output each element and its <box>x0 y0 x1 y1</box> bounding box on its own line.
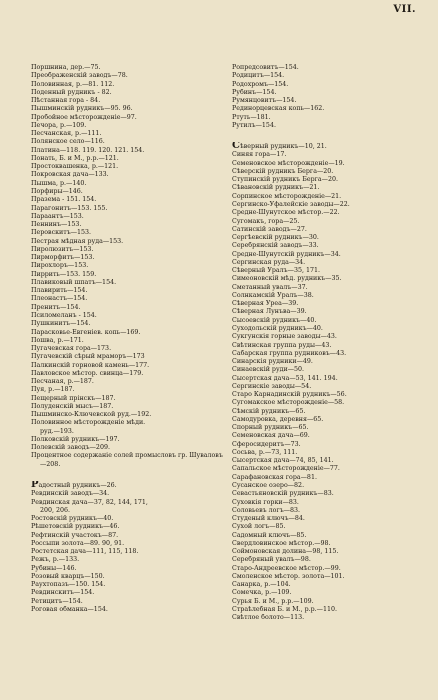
index-entry: Свѣтинская группа руды—43. <box>232 341 332 349</box>
drop-cap-letter: С <box>232 142 240 152</box>
index-entry: Семеновская дача—69. <box>232 432 310 440</box>
index-entry: Поденный рудникъ - 82. <box>31 88 112 96</box>
index-entry: Симеоновскій мѣд. рудникъ—35. <box>232 275 342 283</box>
index-entry: Серебрянскій заводъ—33. <box>232 242 319 250</box>
index-entry: Пышминскій рудникъ—95. 96. <box>31 105 133 113</box>
index-entry: Сѣверная Лунъва—39. <box>232 308 307 316</box>
index-entry: Солнкамскій Уралъ—38. <box>232 291 314 299</box>
index-entry: Пеннинъ—153. <box>31 221 82 229</box>
index-entry: Рѣшетовскій рудникъ—46. <box>31 523 120 531</box>
index-entry: Покровская дача—133. <box>31 171 109 179</box>
index-entry: Родицитъ—154. <box>232 72 285 80</box>
index-entry: Пуя, р.—187. <box>31 386 75 394</box>
index-entry: 200, 206. <box>40 506 71 514</box>
index-entry: Полевскій заводъ—209. <box>31 444 110 452</box>
index-entry: Ступинскій рудникъ Берга—20. <box>232 176 338 184</box>
index-entry: Режъ, р.—133. <box>31 556 80 564</box>
index-entry: Сурья Б. и М., р.р.—109. <box>232 597 314 605</box>
index-entry: Ростетская дача—111, 115, 118. <box>31 548 139 556</box>
index-entry: Сусанское озеро—82. <box>232 482 305 490</box>
index-entry: Сукгунскія горные заводы—43. <box>232 333 337 341</box>
index-entry: Полуденскій мысъ—187. <box>31 402 114 410</box>
index-entry: Пробойное мѣсторожденіе—97. <box>31 113 137 121</box>
index-entry: Сферосидеритъ—73. <box>232 440 301 448</box>
index-entry: Сарафановская гора—81. <box>232 473 317 481</box>
index-entry: Старо Карнадинскій рудникъ—56. <box>232 391 347 399</box>
index-entry: Роговая обманка—154. <box>31 606 108 613</box>
index-entry: Сосьва, р.—73, 111. <box>232 448 298 456</box>
index-entry: Румянцовитъ—154. <box>232 97 297 105</box>
index-entry: Сергѣевскій рудникъ—30. <box>232 234 319 242</box>
index-entry: Студеный ключъ—84. <box>232 515 305 523</box>
index-entry: Ропредсовитъ—154. <box>232 64 299 71</box>
index-entry: Печора, р.—109. <box>31 121 87 129</box>
index-entry: Сысертская дача—74, 85, 141. <box>232 457 334 465</box>
index-entry: Песчаная, р.—187. <box>31 378 94 386</box>
index-entry: Ртуть—181. <box>232 113 271 121</box>
index-entry: Сугомакъ, гора—25. <box>232 217 300 225</box>
index-entry: Простоквашенка, р.—121. <box>31 163 119 171</box>
index-entry: Плеонастъ—154. <box>31 295 88 303</box>
index-entry: Пещерный прінскъ—187. <box>31 394 116 402</box>
section-gap <box>31 469 226 481</box>
index-entry: Пошва, р.—171. <box>31 336 84 344</box>
index-entry: Родохромъ—154. <box>232 80 289 88</box>
index-entry: Розовый кварцъ—150. <box>31 572 105 580</box>
index-entry: Пренитъ—154. <box>31 303 81 311</box>
index-entry: Рединорцевская копь—162. <box>232 105 325 113</box>
index-entry: Суходольскій рудникъ—40. <box>232 324 323 332</box>
drop-cap-rest: адостный рудникъ—26. <box>38 482 117 490</box>
index-entry: Страѣлебная Б. и М., р.р.—110. <box>232 606 337 613</box>
section-start-entry <box>232 142 422 151</box>
index-entry: Половинная, р.—81. 112. <box>31 80 115 88</box>
index-entry: Порфиры—146. <box>31 187 83 195</box>
index-entry: Сергинско-Уфалейскіе заводы—22. <box>232 200 350 208</box>
index-entry: Пирохлоръ—153. <box>31 262 89 270</box>
index-entry: Пиррить—153. 159. <box>31 270 97 278</box>
index-entry: Плавирить—154. <box>31 287 88 295</box>
index-entry: Ростовскій рудникъ—40. <box>31 515 114 523</box>
right-column <box>232 64 422 623</box>
index-entry: Полковскій рудникъ—197. <box>31 435 120 443</box>
index-entry: Ревдинская дача—37, 82, 144, 171, <box>31 498 148 506</box>
index-entry: Сысоевскій рудникъ—40. <box>232 316 317 324</box>
index-entry: Сорпинское мѣсторожденіе—21. <box>232 192 342 200</box>
index-entry: Севастьяновскій рудникъ—83. <box>232 490 334 498</box>
index-entry: Рефтинскій участокъ—87. <box>31 531 119 539</box>
index-entry: Синарскія рудники—49. <box>232 358 313 366</box>
section-gap <box>232 130 422 142</box>
index-entry: Санарка, р.—104. <box>232 581 291 589</box>
index-entry: Пиролюзитъ—153. <box>31 245 94 253</box>
index-entry: Средне-Шунутскій рудникъ—34. <box>232 250 341 258</box>
index-entry: Рутилъ—154. <box>232 121 276 129</box>
index-entry: Поршнина, дер.—75. <box>31 64 101 71</box>
drop-cap-rest: ѣверный рудникъ—10, 21. <box>239 143 327 151</box>
index-entry: Серебряный увалъ—98. <box>232 556 311 564</box>
index-entry: Процентное содержаніе солей промысловъ гр. Шуваловъ—208. <box>31 452 223 468</box>
index-entry: Перовскитъ—153. <box>31 229 92 237</box>
index-entry: Празема - 151. 154. <box>31 196 97 204</box>
drop-cap-letter: Р <box>31 481 39 491</box>
index-entry: Палкинскій горновой камень—177. <box>31 361 150 369</box>
index-entry: Сергинская руда—34. <box>232 258 306 266</box>
index-entry: Россыпи золота—89. 90, 91. <box>31 539 125 547</box>
index-entry: Сѣвановскій рудникъ—21. <box>232 184 320 192</box>
index-entry: Пушкинитъ—154. <box>31 320 91 328</box>
index-entry: Свердловинское мѣстор.—98. <box>232 539 331 547</box>
index-entry: Средне-Шунутское мѣстор.—22. <box>232 209 340 217</box>
index-entry: Псиломеланъ - 154. <box>31 311 97 319</box>
section-start-entry <box>31 481 226 490</box>
index-entry: Пугачевская гора—173. <box>31 345 112 353</box>
index-entry: Пирморфитъ—153. <box>31 254 95 262</box>
index-entry: Сысертская дача—53, 141. 194. <box>232 374 338 382</box>
index-entry: Преображенскій заводъ—78. <box>31 72 128 80</box>
index-entry: Плавиковый шпатъ—154. <box>31 278 117 286</box>
index-entry: Старо-Андреевское мѣстор.—99. <box>232 564 341 572</box>
index-entry: Пестрая мѣдная руда—153. <box>31 237 124 245</box>
index-entry: Соймоновская долина—98, 115. <box>232 548 339 556</box>
index-entry: Рубинъ—154. <box>232 88 277 96</box>
index-entry: Сѣверный Уралъ—35, 171. <box>232 267 320 275</box>
index-entry: Сухой логъ—85. <box>232 523 286 531</box>
index-entry: Ретицитъ—154. <box>31 597 83 605</box>
index-entry: Полянское село—116. <box>31 138 105 146</box>
index-entry: Пышма, р.—140. <box>31 179 87 187</box>
index-entry: Раухтопазъ—150. 154. <box>31 581 106 589</box>
index-entry: Смоленское мѣстор. золота—101. <box>232 572 345 580</box>
index-entry: Сапальское мѣсторожденіе—77. <box>232 465 340 473</box>
index-entry: Самодуровка, деревня—65. <box>232 415 324 423</box>
index-entry: Парасковье-Евгеніев. копь—169. <box>31 328 141 336</box>
index-entry: Синаевскій руди—50. <box>232 366 305 374</box>
index-entry: Параантъ—153. <box>31 212 84 220</box>
index-entry: Спорный рудникъ—65. <box>232 424 309 432</box>
index-entry: Пышминско-Ключевской руд.—192. <box>31 411 152 419</box>
left-column <box>31 64 226 614</box>
index-entry: Сергинскіе заводы—54. <box>232 382 312 390</box>
index-entry: Садомный ключъ—85. <box>232 531 307 539</box>
index-entry: Павловское мѣстор. свинца—179. <box>31 369 144 377</box>
index-entry: руд.—193. <box>40 427 74 435</box>
index-entry: Сѣверскій рудникъ Берга—20. <box>232 167 334 175</box>
index-entry: Соловьевъ логъ—83. <box>232 506 301 514</box>
index-entry: Пугачевскій сѣрый мраморъ—173 <box>31 353 145 361</box>
index-entry: Ревдинскій заводъ—34. <box>31 490 110 498</box>
index-entry: Сѣверная Уреа—39. <box>232 300 299 308</box>
index-entry: Пѣстанная гора - 84. <box>31 97 101 105</box>
index-entry: Песчанская, р.—111. <box>31 130 102 138</box>
index-entry: Свѣтлое болото—113. <box>232 614 305 622</box>
index-entry: Сатинскій заводъ—27. <box>232 225 307 233</box>
index-entry: Синяя гора—17. <box>232 151 287 159</box>
index-entry: Сугомакское мѣсторожденіе—58. <box>232 399 345 407</box>
index-entry: Ревдинскитъ—154. <box>31 589 95 597</box>
index-entry: Рубины—146. <box>31 564 77 572</box>
index-entry: Сѣмскій рудникъ—65. <box>232 407 306 415</box>
index-entry: Половинное мѣсторожденіе мѣди. <box>31 419 146 427</box>
index-entry: Сомечка, р.—109. <box>232 589 292 597</box>
index-entry: Суховкія горки—83. <box>232 498 299 506</box>
index-entry: Сметанный увалъ—37. <box>232 283 308 291</box>
page-number: VII. <box>393 4 416 15</box>
index-entry: Платина—118. 119. 120. 121. 154. <box>31 146 145 154</box>
index-entry: Семеновское мѣсторожденіе—19. <box>232 159 345 167</box>
index-entry: Парагонитъ—153. 155. <box>31 204 108 212</box>
index-entry: Сабарская группа рудниковъ—43. <box>232 349 347 357</box>
index-entry: Понать, Б. и М., р.р.—121. <box>31 154 119 162</box>
